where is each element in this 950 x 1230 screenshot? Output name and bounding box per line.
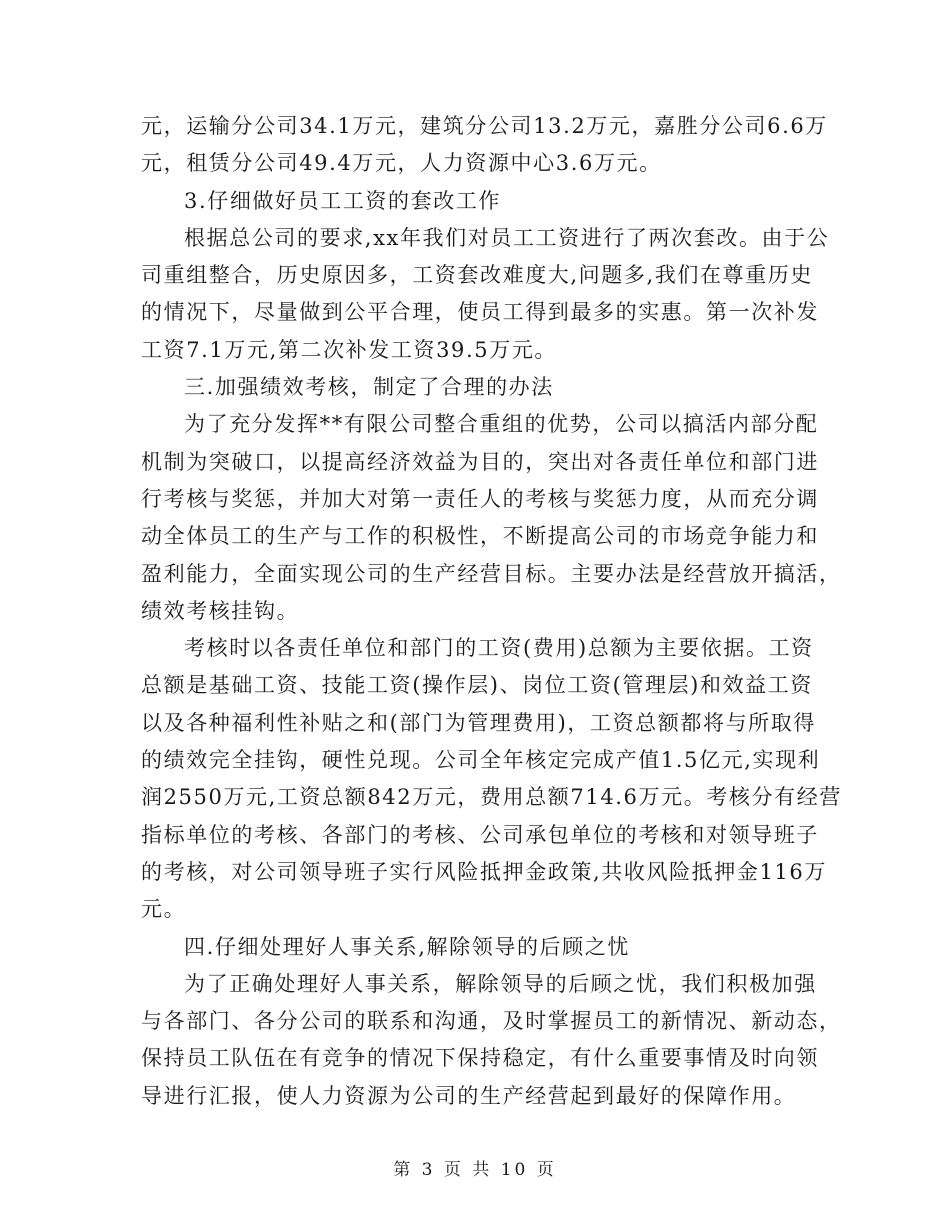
body-line: 机制为突破口，以提高经济效益为目的，突出对各责任单位和部门进 <box>141 449 819 474</box>
body-line: 的情况下，尽量做到公平合理，使员工得到最多的实惠。第一次补发 <box>141 300 819 325</box>
document-body <box>141 108 842 1115</box>
body-line: 司重组整合，历史原因多，工资套改难度大,问题多,我们在尊重历史 <box>141 263 813 288</box>
body-line: 元，运输分公司34.1万元，建筑分公司13.2万元，嘉胜分公司6.6万 <box>141 114 828 138</box>
paragraph-first-line: 为了正确处理好人事关系，解除领导的后顾之忧，我们积极加强 <box>184 971 817 996</box>
body-line: 以及各种福利性补贴之和(部门为管理费用)，工资总额都将与所取得 <box>141 710 816 735</box>
body-line: 保持员工队伍在有竞争的情况下保持稳定，有什么重要事情及时向领 <box>141 1046 819 1071</box>
body-line: 元，租赁分公司49.4万元，人力资源中心3.6万元。 <box>141 151 662 176</box>
paragraph-first-line: 考核时以各责任单位和部门的工资(费用)总额为主要依据。工资 <box>184 636 814 661</box>
body-line: 行考核与奖惩，并加大对第一责任人的考核与奖惩力度，从而充分调 <box>141 486 819 511</box>
body-line: 的绩效完全挂钩，硬性兑现。公司全年核定完成产值1.5亿元,实现利 <box>141 748 821 773</box>
body-line: 与各部门、各分公司的联系和沟通，及时掌握员工的新情况、新动态， <box>141 1009 842 1034</box>
body-line: 指标单位的考核、各部门的考核、公司承包单位的考核和对领导班子 <box>141 822 819 847</box>
body-line: 工资7.1万元,第二次补发工资39.5万元。 <box>141 337 558 362</box>
body-line: 润2550万元,工资总额842万元，费用总额714.6万元。考核分有经营 <box>141 785 842 810</box>
body-line: 绩效考核挂钩。 <box>141 598 300 623</box>
section-heading: 四.仔细处理好人事关系,解除领导的后顾之忧 <box>184 934 630 959</box>
body-line: 元。 <box>141 897 187 922</box>
page-number-footer: 第 3 页 共 10 页 <box>393 1160 557 1180</box>
paragraph-first-line: 根据总公司的要求,xx年我们对员工工资进行了两次套改。由于公 <box>184 225 830 250</box>
body-line: 导进行汇报，使人力资源为公司的生产经营起到最好的保障作用。 <box>141 1083 797 1108</box>
section-heading: 3.仔细做好员工工资的套改工作 <box>184 188 502 213</box>
body-line: 动全体员工的生产与工作的积极性，不断提高公司的市场竞争能力和 <box>141 524 819 549</box>
body-line: 总额是基础工资、技能工资(操作层)、岗位工资(管理层)和效益工资 <box>141 673 813 698</box>
body-line: 的考核，对公司领导班子实行风险抵押金政策,共收风险抵押金116万 <box>141 859 827 884</box>
body-line: 盈利能力，全面实现公司的生产经营目标。主要办法是经营放开搞活， <box>141 561 842 586</box>
paragraph-first-line: 为了充分发挥**有限公司整合重组的优势，公司以搞活内部分配 <box>184 412 819 437</box>
section-heading: 三.加强绩效考核，制定了合理的办法 <box>184 375 554 400</box>
